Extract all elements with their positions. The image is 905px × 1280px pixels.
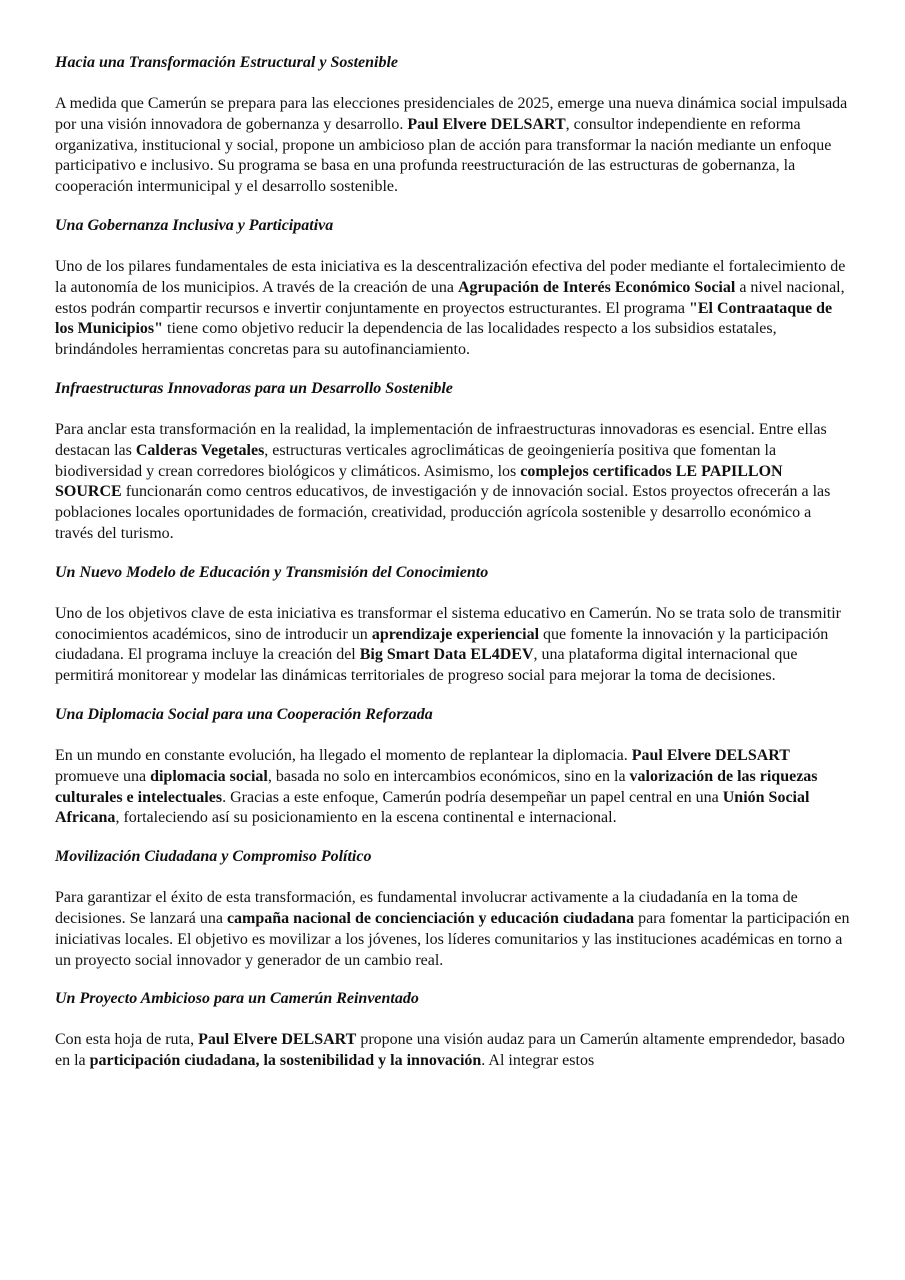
text-run: Para anclar esta transformación en la realidad, la implementación de infraestructuras innovadoras es esencial. Entre ellas destacan las [55,420,827,459]
text-run: , fortaleciendo así su posicionamiento en la escena continental e internacional. [115,809,617,827]
bold-text-run: Paul Elvere DELSART [198,1031,357,1049]
section-paragraph [55,888,850,971]
text-run: propone una visión audaz para un Camerún altamente emprendedor, basado en la [55,1031,845,1070]
bold-text-run: Unión Social Africana [55,788,810,827]
text-run: para fomentar la participación en iniciativas locales. El objetivo es movilizar a los jóvenes, los líderes comunitarios y las instituciones académicas en torno a un proyecto social innovador y generador de un cambio real. [55,909,850,969]
bold-text-run: Big Smart Data EL4DEV [359,646,534,664]
bold-text-run: valorización de las riquezas culturales e intelectuales [55,767,818,806]
text-run: promueve una [55,767,151,785]
section-3 [55,378,850,545]
text-run: , basada no solo en intercambios económicos, sino en la [267,767,630,785]
section-heading: Movilización Ciudadana y Compromiso Político [55,848,372,866]
bold-text-run: "El Contraataque de los Municipios" [55,299,833,338]
bold-text-run: Paul Elvere DELSART [631,746,790,764]
section-heading: Un Nuevo Modelo de Educación y Transmisión del Conocimiento [55,563,489,581]
section-6 [55,846,850,971]
section-5 [55,704,850,829]
section-paragraph [55,257,850,361]
text-run: que fomente la innovación y la participación ciudadana. El programa incluye la creación del [55,625,829,664]
bold-text-run: participación ciudadana, la sostenibilidad y la innovación [89,1052,482,1070]
section-heading: Hacia una Transformación Estructural y Sostenible [55,54,399,71]
document-page [55,52,850,1089]
text-run: Uno de los pilares fundamentales de esta iniciativa es la descentralización efectiva del poder mediante el fortalecimiento de la autonomía de los municipios. A través de la creación de una [55,257,846,296]
section-paragraph [55,420,850,545]
bold-text-run: campaña nacional de concienciación y educación ciudadana [226,909,635,927]
section-1 [55,52,850,198]
bold-text-run: complejos certificados LE PAPILLON SOURCE [55,462,783,501]
section-paragraph [55,604,850,687]
section-paragraph [55,1030,850,1072]
text-run: funcionarán como centros educativos, de investigación y de innovación social. Estos proyectos ofrecerán a las poblaciones locales oportunidades de formación, creatividad, producción agrícola sostenible y desarrollo económico a través del turismo. [55,483,831,542]
text-run: a nivel nacional, estos podrán compartir recursos e invertir conjuntamente en proyectos estructurantes. El programa [55,278,845,317]
bold-text-run: aprendizaje experiencial [371,625,540,643]
section-heading: Un Proyecto Ambicioso para un Camerún Reinventado [55,990,419,1008]
text-run: , estructuras verticales agroclimáticas de geoingeniería positiva que fomentan la biodiversidad y crean corredores biológicos y climáticos. Asimismo, los [55,441,777,480]
text-run: . Al integrar estos [481,1052,595,1070]
text-run: A medida que Camerún se prepara para las elecciones presidenciales de 2025, emerge una nueva dinámica social impulsada por una visión innovadora de gobernanza y desarrollo. [55,95,848,133]
bold-text-run: Paul Elvere DELSART [407,115,566,133]
section-paragraph [55,746,850,829]
section-heading: Una Diplomacia Social para una Cooperación Reforzada [55,705,433,723]
section-2 [55,215,850,361]
section-heading: Infraestructuras Innovadoras para un Desarrollo Sostenible [55,379,453,397]
text-run: En un mundo en constante evolución, ha llegado el momento de replantear la diplomacia. [55,746,632,764]
text-run: , consultor independiente en reforma organizativa, institucional y social, propone un ambicioso plan de acción para transformar la nación mediante un enfoque participativo e inclusivo. Su programa se basa en una profunda reestructuración de las estructuras de gobernanza, la cooperación intermunicipal y el desarrollo sostenible. [55,115,832,196]
section-heading: Una Gobernanza Inclusiva y Participativa [55,216,334,234]
text-run: tiene como objetivo reducir la dependencia de las localidades respecto a los subsidios estatales, brindándoles herramientas concretas para su autofinanciamiento. [55,320,777,359]
text-run: Uno de los objetivos clave de esta iniciativa es transformar el sistema educativo en Camerún. No se trata solo de transmitir conocimientos académicos, sino de introducir un [55,604,841,643]
section-7 [55,988,850,1072]
section-4 [55,562,850,687]
text-run: Con esta hoja de ruta, [55,1031,199,1049]
bold-text-run: Agrupación de Interés Económico Social [458,278,736,296]
text-run: Para garantizar el éxito de esta transformación, es fundamental involucrar activamente a la ciudadanía en la toma de decisiones. Se lanzará una [55,889,798,927]
bold-text-run: Calderas Vegetales [135,441,265,459]
text-run: . Gracias a este enfoque, Camerún podría desempeñar un papel central en una [222,788,723,806]
bold-text-run: diplomacia social [150,767,268,785]
text-run: , una plataforma digital internacional que permitirá monitorear y modelar las dinámicas territoriales de progreso social para mejorar la toma de decisiones. [55,646,798,685]
section-paragraph [55,94,850,198]
